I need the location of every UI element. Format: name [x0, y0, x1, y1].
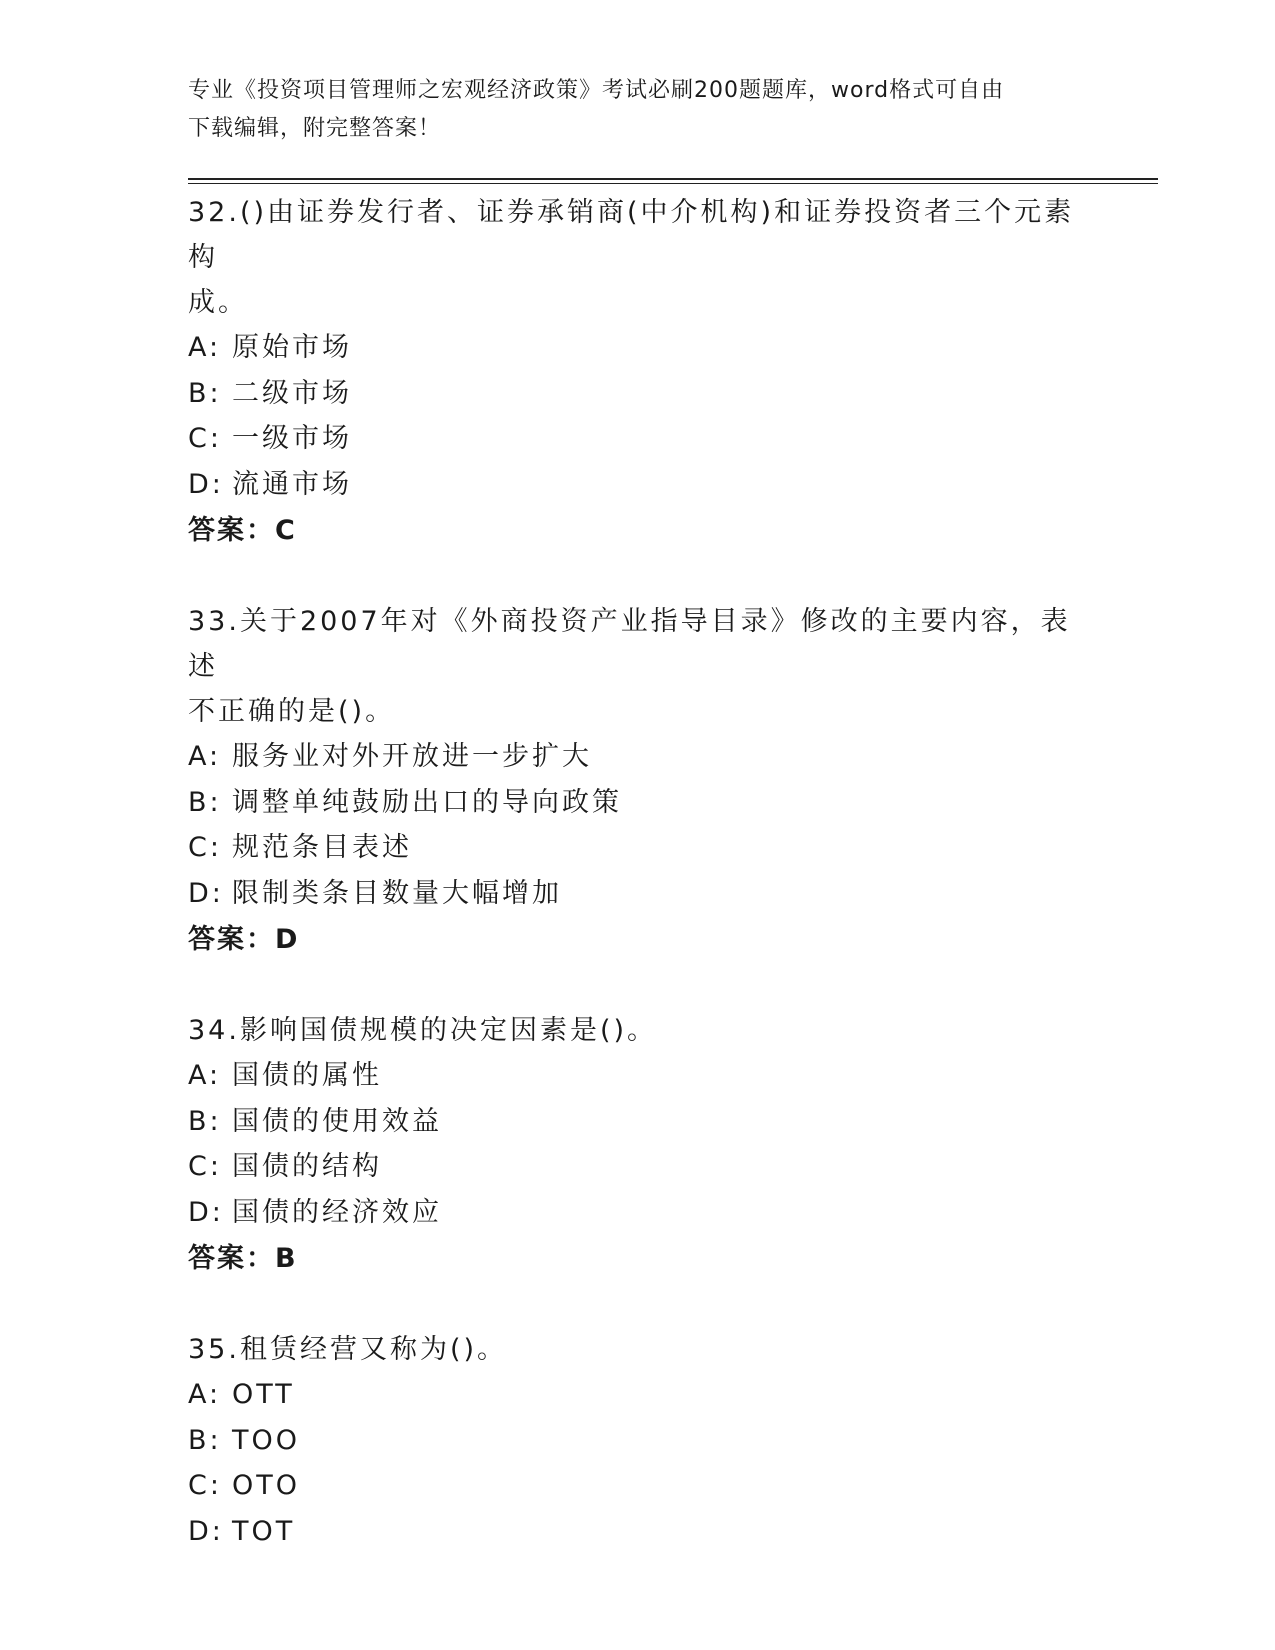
- option-c: [188, 825, 1088, 871]
- question-list: [188, 190, 1088, 1598]
- option-letter: A:: [188, 741, 222, 772]
- option-text: 限制类条目数量大幅增加: [232, 877, 562, 909]
- header-divider-thin: [188, 183, 1158, 184]
- question-stem-line: 32.()由证券发行者、证券承销商(中介机构)和证券投资者三个元素构: [188, 197, 1075, 273]
- header-divider-thick: [188, 178, 1158, 180]
- option-text: 原始市场: [232, 332, 352, 363]
- option-a: [188, 325, 1088, 371]
- option-letter: D:: [188, 877, 224, 909]
- option-a: [188, 734, 1088, 780]
- option-text: 国债的结构: [232, 1151, 382, 1182]
- option-b: [188, 371, 1088, 417]
- option-text: TOO: [232, 1424, 300, 1456]
- option-a: [188, 1372, 1088, 1418]
- header-line-2: 下载编辑，附完整答案！: [188, 116, 442, 141]
- option-letter: A:: [188, 1379, 222, 1410]
- option-b: [188, 1099, 1088, 1145]
- option-letter: C:: [188, 1470, 222, 1501]
- option-text: OTO: [232, 1470, 300, 1501]
- option-c: [188, 1463, 1088, 1509]
- question-33: [188, 599, 1088, 964]
- option-text: TOT: [232, 1515, 296, 1547]
- option-d: [188, 462, 1088, 508]
- option-text: OTT: [232, 1379, 295, 1410]
- option-letter: C:: [188, 832, 222, 863]
- option-letter: C:: [188, 423, 222, 454]
- question-stem: [188, 599, 1088, 734]
- option-text: 流通市场: [232, 468, 352, 500]
- option-letter: A:: [188, 332, 222, 363]
- option-text: 调整单纯鼓励出口的导向政策: [232, 786, 622, 818]
- question-stem-line: 35.租赁经营又称为()。: [188, 1334, 508, 1365]
- answer-label: 答案：D: [188, 924, 300, 955]
- question-stem-line: 33.关于2007年对《外商投资产业指导目录》修改的主要内容，表述: [188, 606, 1071, 682]
- question-stem: [188, 1327, 1088, 1372]
- option-letter: C:: [188, 1151, 222, 1182]
- question-stem-line: 34.影响国债规模的决定因素是()。: [188, 1015, 658, 1046]
- option-d: [188, 1509, 1088, 1555]
- question-stem-line: 不正确的是()。: [188, 696, 396, 727]
- option-text: 规范条目表述: [232, 832, 412, 863]
- question-32: [188, 190, 1088, 555]
- option-letter: B:: [188, 1424, 222, 1456]
- question-stem: [188, 1008, 1088, 1053]
- option-text: 二级市场: [232, 377, 352, 409]
- option-d: [188, 1190, 1088, 1236]
- option-letter: D:: [188, 1196, 224, 1228]
- answer-label: 答案：B: [188, 1243, 298, 1274]
- option-b: [188, 1418, 1088, 1464]
- question-35: [188, 1327, 1088, 1554]
- option-c: [188, 416, 1088, 462]
- option-letter: D:: [188, 1515, 224, 1547]
- option-text: 国债的属性: [232, 1060, 382, 1091]
- question-stem: [188, 190, 1088, 325]
- option-a: [188, 1053, 1088, 1099]
- option-letter: D:: [188, 468, 224, 500]
- option-b: [188, 780, 1088, 826]
- option-letter: B:: [188, 377, 222, 409]
- option-text: 服务业对外开放进一步扩大: [232, 741, 592, 772]
- option-text: 一级市场: [232, 423, 352, 454]
- option-letter: A:: [188, 1060, 222, 1091]
- header-line-1: 专业《投资项目管理师之宏观经济政策》考试必刷200题题库，word格式可自由: [188, 78, 1005, 103]
- answer-label: 答案：C: [188, 515, 297, 546]
- option-text: 国债的使用效益: [232, 1105, 442, 1137]
- option-c: [188, 1144, 1088, 1190]
- option-text: 国债的经济效应: [232, 1196, 442, 1228]
- question-stem-line: 成。: [188, 287, 248, 318]
- option-letter: B:: [188, 1105, 222, 1137]
- option-letter: B:: [188, 786, 222, 818]
- option-d: [188, 871, 1088, 917]
- question-34: [188, 1008, 1088, 1283]
- document-header: [188, 72, 1088, 148]
